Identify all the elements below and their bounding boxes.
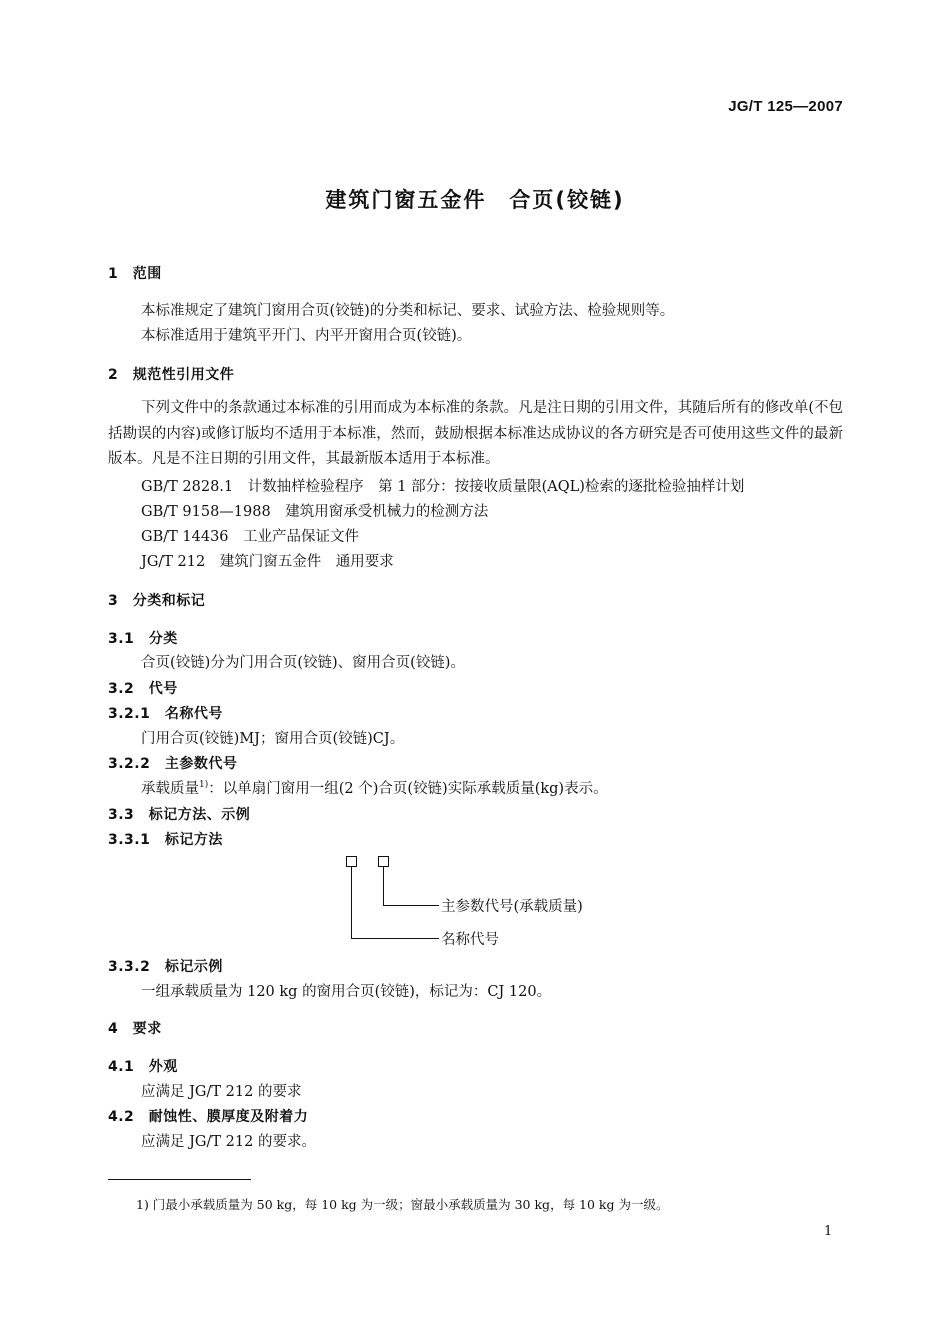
footnote-divider bbox=[108, 1179, 251, 1180]
footnote: 1) 门最小承载质量为 50 kg，每 10 kg 为一级；窗最小承载质量为 30 kg，每 10 kg 为一级。 bbox=[136, 1197, 669, 1212]
page-number: 1 bbox=[824, 1224, 833, 1239]
reference-item: GB/T 2828.1 计数抽样检验程序 第 1 部分：按接收质量限(AQL)检索的逐批检验抽样计划 bbox=[141, 479, 745, 495]
diagram-label-param: 主参数代号(承载质量) bbox=[441, 899, 583, 915]
section-3-2-1-heading: 3.2.1 名称代号 bbox=[108, 706, 223, 722]
section-3-2-1-text: 门用合页(铰链)MJ；窗用合页(铰链)CJ。 bbox=[141, 731, 405, 747]
diagram-leader-line bbox=[351, 938, 439, 939]
footnote-ref: 1) bbox=[199, 780, 209, 790]
diagram-leader-line bbox=[351, 867, 352, 938]
reference-item: JG/T 212 建筑门窗五金件 通用要求 bbox=[141, 554, 394, 570]
section-3-2-2-text-a: 承载质量 bbox=[141, 781, 199, 797]
diagram-label-name: 名称代号 bbox=[441, 932, 499, 948]
section-3-1-heading: 3.1 分类 bbox=[108, 631, 178, 647]
section-3-2-2-heading: 3.2.2 主参数代号 bbox=[108, 756, 238, 772]
section-4-1-text: 应满足 JG/T 212 的要求 bbox=[141, 1084, 302, 1100]
page-title: 建筑门窗五金件 合页(铰链) bbox=[325, 188, 625, 212]
section-3-3-2-text: 一组承载质量为 120 kg 的窗用合页(铰链)，标记为：CJ 120。 bbox=[141, 984, 552, 1000]
standard-code: JG/T 125—2007 bbox=[728, 98, 843, 115]
section-3-1-text: 合页(铰链)分为门用合页(铰链)、窗用合页(铰链)。 bbox=[141, 655, 465, 671]
section-3-heading: 3 分类和标记 bbox=[108, 593, 206, 609]
reference-item: GB/T 9158—1988 建筑用窗承受机械力的检测方法 bbox=[141, 504, 489, 520]
section-3-3-2-heading: 3.3.2 标记示例 bbox=[108, 959, 223, 975]
section-4-2-heading: 4.2 耐蚀性、膜厚度及附着力 bbox=[108, 1109, 309, 1125]
section-3-3-1-heading: 3.3.1 标记方法 bbox=[108, 832, 223, 848]
section-1-paragraph-1: 本标准规定了建筑门窗用合页(铰链)的分类和标记、要求、试验方法、检验规则等。 bbox=[141, 303, 675, 319]
section-3-3-heading: 3.3 标记方法、示例 bbox=[108, 807, 251, 823]
section-3-2-2-text-b: ：以单扇门窗用一组(2 个)合页(铰链)实际承载质量(kg)表示。 bbox=[208, 781, 608, 797]
section-4-heading: 4 要求 bbox=[108, 1021, 162, 1037]
section-3-2-2-text bbox=[141, 777, 608, 798]
section-2-paragraph: 下列文件中的条款通过本标准的引用而成为本标准的条款。凡是注日期的引用文件，其随后所有的修改单(不包括勘误的内容)或修订版均不适用于本标准，然而，鼓励根据本标准达成协议的各方研究是否可使用这些文件的最新版本。凡是不注日期的引用文件，其最新版本适用于本标准。 bbox=[108, 400, 843, 467]
diagram-leader-line bbox=[383, 905, 439, 906]
section-1-heading: 1 范围 bbox=[108, 266, 162, 282]
section-4-1-heading: 4.1 外观 bbox=[108, 1059, 178, 1075]
section-2-heading: 2 规范性引用文件 bbox=[108, 367, 235, 383]
section-1-paragraph-2: 本标准适用于建筑平开门、内平开窗用合页(铰链)。 bbox=[141, 328, 472, 344]
reference-item: GB/T 14436 工业产品保证文件 bbox=[141, 529, 360, 545]
section-3-2-heading: 3.2 代号 bbox=[108, 681, 178, 697]
param-code-box bbox=[378, 856, 389, 867]
name-code-box bbox=[346, 856, 357, 867]
section-4-2-text: 应满足 JG/T 212 的要求。 bbox=[141, 1134, 316, 1150]
diagram-leader-line bbox=[383, 867, 384, 905]
